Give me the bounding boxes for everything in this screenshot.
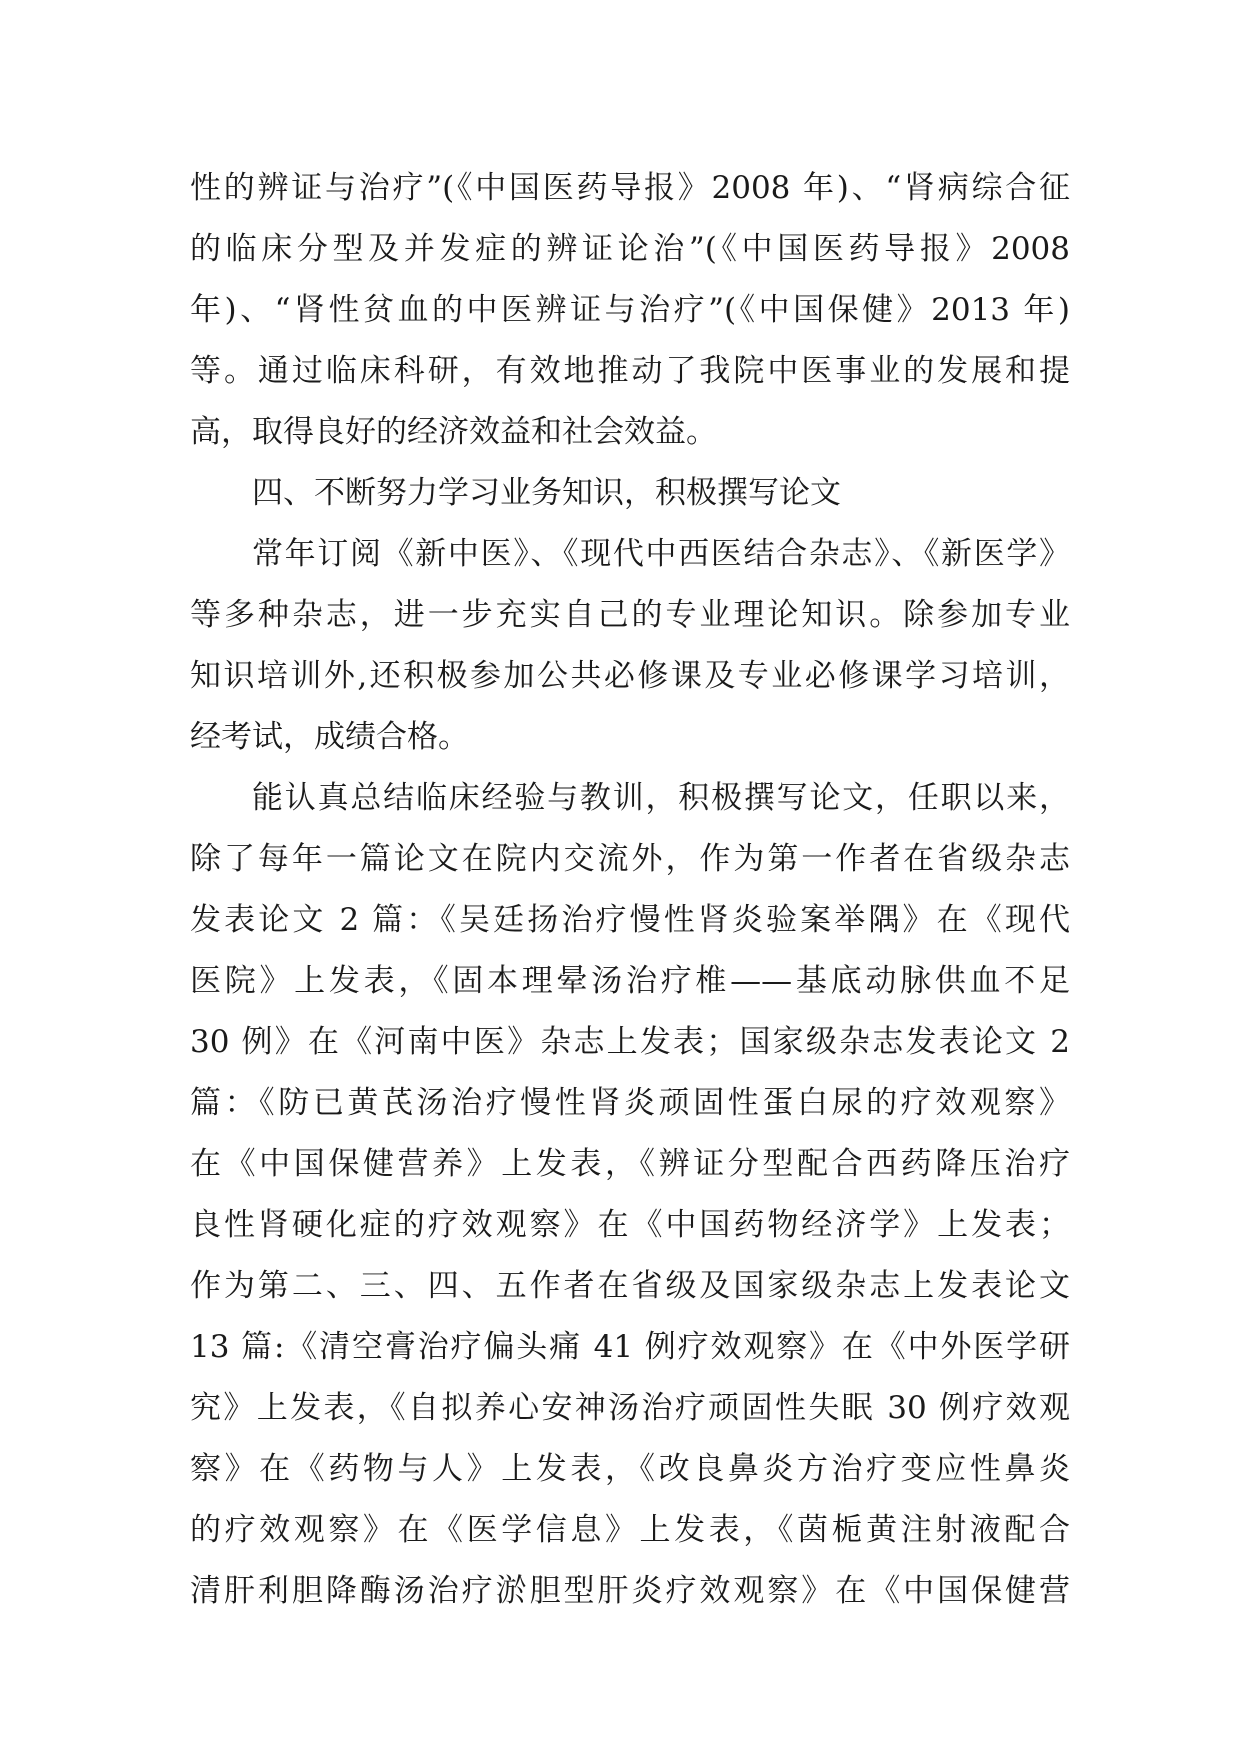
text-line: 的疗效观察》在《医学信息》上发表，《茵栀黄注射液配合 (190, 1512, 1070, 1548)
text-line: 知识培训外,还积极参加公共必修课及专业必修课学习培训， (190, 658, 1070, 694)
text-line: 13 篇:《清空膏治疗偏头痛 41 例疗效观察》在《中外医学研 (190, 1329, 1070, 1365)
text-line: 良性肾硬化症的疗效观察》在《中国药物经济学》上发表； (190, 1207, 1070, 1243)
text-line: 性的辨证与治疗”(《中国医药导报》2008 年)、“肾病综合征 (190, 170, 1070, 206)
text-line: 四、不断努力学习业务知识，积极撰写论文 (252, 475, 841, 511)
text-line: 发表论文 2 篇：《吴廷扬治疗慢性肾炎验案举隅》在《现代 (190, 902, 1070, 938)
text-line: 等。通过临床科研，有效地推动了我院中医事业的发展和提 (190, 353, 1070, 389)
text-line: 究》上发表，《自拟养心安神汤治疗顽固性失眠 30 例疗效观 (190, 1390, 1070, 1426)
text-line: 常年订阅《新中医》、《现代中西医结合杂志》、《新医学》 (252, 536, 1070, 572)
text-line: 30 例》在《河南中医》杂志上发表；国家级杂志发表论文 2 (190, 1024, 1070, 1060)
text-line: 察》在《药物与人》上发表，《改良鼻炎方治疗变应性鼻炎 (190, 1451, 1070, 1487)
text-line: 清肝利胆降酶汤治疗淤胆型肝炎疗效观察》在《中国保健营 (190, 1573, 1070, 1609)
text-line: 能认真总结临床经验与教训，积极撰写论文，任职以来， (252, 780, 1070, 816)
text-line: 高，取得良好的经济效益和社会效益。 (190, 414, 717, 450)
text-line: 医院》上发表，《固本理晕汤治疗椎——基底动脉供血不足 (190, 963, 1070, 999)
text-line: 篇：《防已黄芪汤治疗慢性肾炎顽固性蛋白尿的疗效观察》 (190, 1085, 1070, 1121)
text-line: 等多种杂志，进一步充实自己的专业理论知识。除参加专业 (190, 597, 1070, 633)
text-line: 作为第二、三、四、五作者在省级及国家级杂志上发表论文 (190, 1268, 1070, 1304)
text-line: 经考试，成绩合格。 (190, 719, 469, 755)
body-text (190, 158, 1070, 1622)
text-line: 在《中国保健营养》上发表，《辨证分型配合西药降压治疗 (190, 1146, 1070, 1182)
text-line: 除了每年一篇论文在院内交流外，作为第一作者在省级杂志 (190, 841, 1070, 877)
text-line: 年)、“肾性贫血的中医辨证与治疗”(《中国保健》2013 年) (190, 292, 1070, 328)
text-line: 的临床分型及并发症的辨证论治”(《中国医药导报》2008 (190, 231, 1070, 267)
